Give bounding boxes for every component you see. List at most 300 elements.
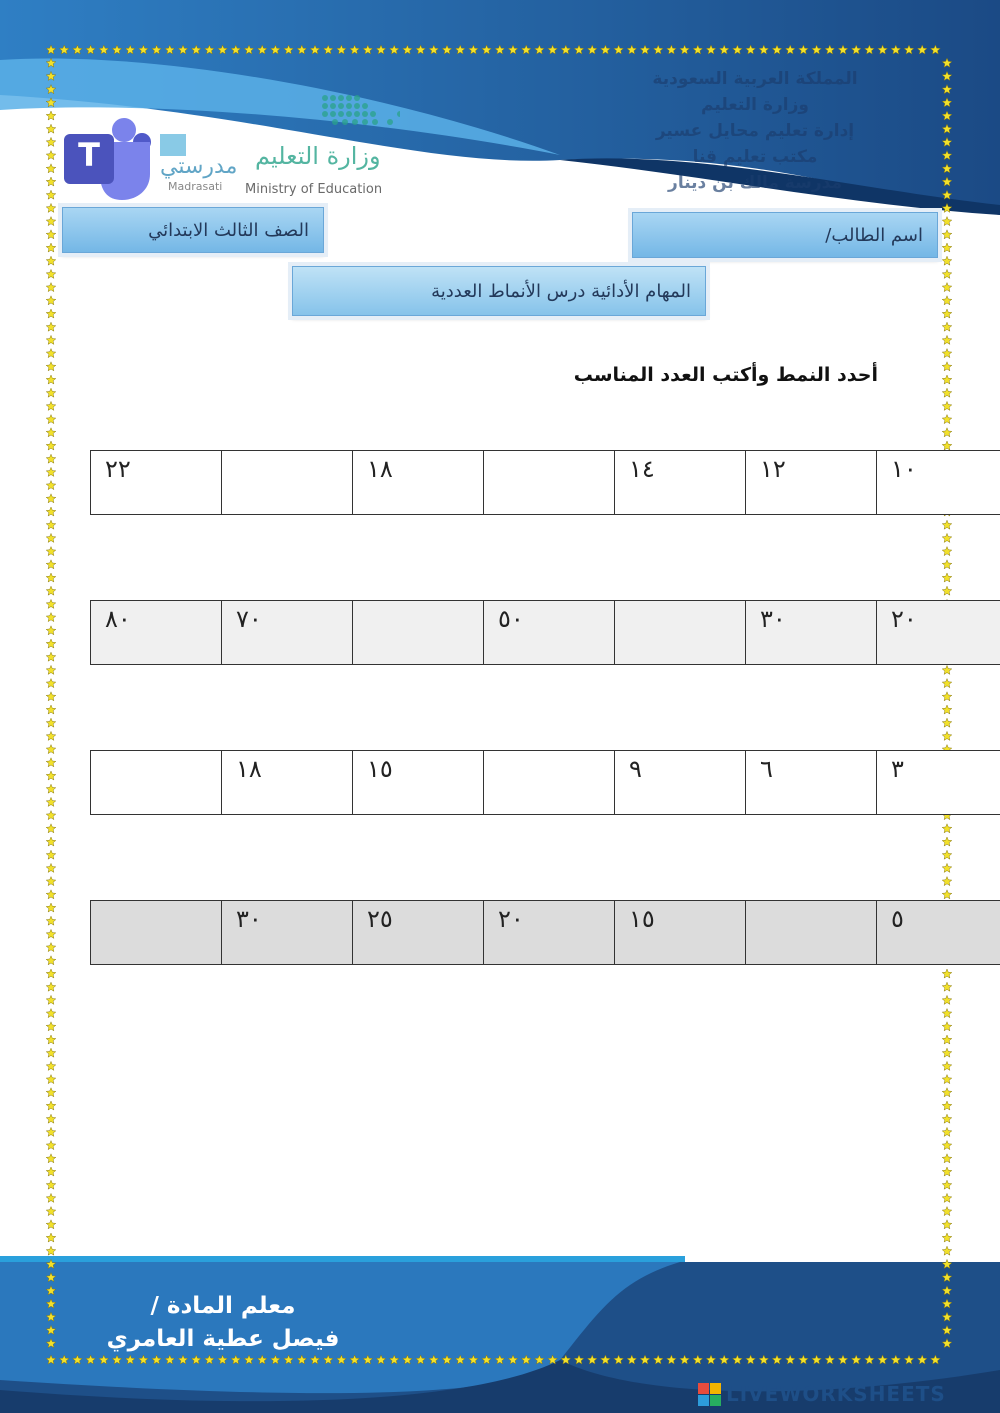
star-ornament [112, 1355, 122, 1364]
star-ornament [680, 45, 690, 54]
star-ornament [310, 45, 320, 54]
star-ornament [46, 58, 56, 67]
star-ornament [73, 1355, 83, 1364]
star-ornament [942, 98, 952, 107]
answer-cell[interactable] [353, 601, 484, 665]
star-ornament [942, 692, 952, 701]
star-ornament [297, 45, 307, 54]
star-ornament [942, 1193, 952, 1202]
star-ornament [942, 283, 952, 292]
star-ornament [46, 811, 56, 820]
star-ornament [442, 1355, 452, 1364]
teacher-signature [98, 1290, 348, 1356]
star-ornament [942, 428, 952, 437]
answer-cell[interactable] [222, 451, 353, 515]
star-ornament [942, 309, 952, 318]
answer-cell[interactable] [91, 901, 222, 965]
star-ornament [46, 824, 56, 833]
star-ornament [350, 1355, 360, 1364]
star-ornament [942, 1127, 952, 1136]
star-ornament [257, 45, 267, 54]
star-ornament [46, 1022, 56, 1031]
star-ornament [733, 1355, 743, 1364]
star-ornament [46, 1035, 56, 1044]
star-ornament [46, 1259, 56, 1268]
student-name-box[interactable] [632, 212, 938, 258]
star-ornament [891, 1355, 901, 1364]
star-ornament [561, 1355, 571, 1364]
star-ornament [46, 362, 56, 371]
star-ornament [942, 1022, 952, 1031]
star-ornament [680, 1355, 690, 1364]
star-ornament [46, 613, 56, 622]
star-ornament [46, 507, 56, 516]
pattern-cell: ١٨ [353, 451, 484, 515]
star-ornament [942, 982, 952, 991]
office-text: مكتب تعليم قنا [692, 147, 818, 167]
liveworksheets-logo [698, 1381, 998, 1409]
kingdom-text: المملكة العربية السعودية [652, 69, 858, 89]
star-ornament [614, 45, 624, 54]
star-ornament [46, 71, 56, 80]
star-ornament [548, 45, 558, 54]
star-ornament [376, 1355, 386, 1364]
pattern-cell: ٣ [877, 751, 1000, 815]
star-ornament [46, 692, 56, 701]
star-ornament [231, 1355, 241, 1364]
star-ornament [653, 1355, 663, 1364]
star-ornament [59, 45, 69, 54]
star-ornament [942, 824, 952, 833]
star-ornament [942, 1246, 952, 1255]
pattern-cell: ٣٠ [746, 601, 877, 665]
star-ornament [942, 1273, 952, 1282]
star-ornament [46, 1273, 56, 1282]
star-ornament [191, 1355, 201, 1364]
star-ornament [942, 164, 952, 173]
star-ornament [942, 705, 952, 714]
star-ornament [46, 98, 56, 107]
star-ornament [46, 533, 56, 542]
star-ornament [640, 45, 650, 54]
star-ornament [942, 1154, 952, 1163]
star-ornament [733, 45, 743, 54]
star-ornament [46, 837, 56, 846]
pattern-cell: ١٥ [353, 751, 484, 815]
star-ornament [46, 1009, 56, 1018]
star-ornament [653, 45, 663, 54]
pattern-cell: ٢٠ [877, 601, 1000, 665]
star-ornament [942, 1325, 952, 1334]
star-ornament [46, 1048, 56, 1057]
star-ornament [917, 45, 927, 54]
star-ornament [865, 45, 875, 54]
star-ornament [46, 283, 56, 292]
star-ornament [46, 1141, 56, 1150]
star-ornament [46, 784, 56, 793]
star-ornament [337, 45, 347, 54]
moe-english-text: Ministry of Education [245, 182, 383, 197]
answer-cell[interactable] [746, 901, 877, 965]
star-ornament [942, 217, 952, 226]
star-ornament [46, 335, 56, 344]
star-ornament [667, 1355, 677, 1364]
grade-box [62, 207, 324, 253]
madrasati-english-text: Madrasati [168, 180, 223, 193]
star-ornament [271, 1355, 281, 1364]
star-ornament [942, 441, 952, 450]
star-ornament [693, 1355, 703, 1364]
star-ornament [719, 45, 729, 54]
star-ornament [942, 1207, 952, 1216]
star-ornament [271, 45, 281, 54]
star-ornament [46, 1114, 56, 1123]
star-ornament [46, 388, 56, 397]
star-ornament [46, 1312, 56, 1321]
star-ornament [46, 177, 56, 186]
star-ornament [46, 256, 56, 265]
star-ornament [942, 1312, 952, 1321]
star-ornament [46, 547, 56, 556]
star-ornament [46, 137, 56, 146]
star-ornament [403, 1355, 413, 1364]
star-ornament [942, 1220, 952, 1229]
star-ornament [942, 401, 952, 410]
star-ornament [495, 45, 505, 54]
star-ornament [46, 969, 56, 978]
pattern-cell: ٥٠ [484, 601, 615, 665]
star-ornament [350, 45, 360, 54]
star-ornament [165, 1355, 175, 1364]
star-ornament [942, 362, 952, 371]
star-ornament [165, 45, 175, 54]
star-ornament [942, 731, 952, 740]
pattern-cell: ٩ [615, 751, 746, 815]
star-ornament [46, 903, 56, 912]
star-ornament [244, 45, 254, 54]
star-ornament [865, 1355, 875, 1364]
star-ornament [799, 45, 809, 54]
star-ornament [218, 1355, 228, 1364]
star-ornament [46, 797, 56, 806]
star-ornament [46, 929, 56, 938]
star-ornament [416, 1355, 426, 1364]
star-ornament [46, 45, 56, 54]
star-ornament [46, 1286, 56, 1295]
star-ornament [46, 1061, 56, 1070]
star-ornament [746, 1355, 756, 1364]
star-ornament [904, 45, 914, 54]
star-ornament [942, 718, 952, 727]
star-ornament [205, 45, 215, 54]
star-ornament [942, 1167, 952, 1176]
star-ornament [812, 45, 822, 54]
star-ornament [323, 45, 333, 54]
star-ornament [455, 45, 465, 54]
pattern-cell: ١٨ [222, 751, 353, 815]
star-ornament [46, 1127, 56, 1136]
star-ornament [942, 85, 952, 94]
star-ornament [851, 1355, 861, 1364]
star-ornament [231, 45, 241, 54]
star-ornament [46, 916, 56, 925]
star-ornament [942, 1259, 952, 1268]
star-ornament [942, 995, 952, 1004]
star-ornament [46, 679, 56, 688]
star-ornament [942, 850, 952, 859]
star-ornament [46, 415, 56, 424]
pattern-row-3 [90, 750, 1000, 815]
star-ornament [942, 1009, 952, 1018]
star-ornament [46, 467, 56, 476]
star-ornament [218, 45, 228, 54]
star-ornament [152, 1355, 162, 1364]
lesson-title: المهام الأدائية درس الأنماط العددية [431, 280, 691, 302]
pattern-cell: ٧٠ [222, 601, 353, 665]
star-ornament [46, 705, 56, 714]
star-ornament [942, 1180, 952, 1189]
star-ornament [257, 1355, 267, 1364]
star-ornament [942, 969, 952, 978]
answer-cell[interactable] [484, 451, 615, 515]
star-ornament [942, 322, 952, 331]
star-ornament [931, 1355, 941, 1364]
star-ornament [587, 1355, 597, 1364]
pattern-cell: ٦ [746, 751, 877, 815]
star-ornament [942, 124, 952, 133]
star-ornament [46, 599, 56, 608]
star-ornament [942, 375, 952, 384]
star-ornament [178, 45, 188, 54]
star-ornament [942, 349, 952, 358]
star-ornament [706, 1355, 716, 1364]
star-ornament [46, 1167, 56, 1176]
star-ornament [46, 428, 56, 437]
star-ornament [125, 1355, 135, 1364]
star-ornament [46, 890, 56, 899]
answer-cell[interactable] [484, 751, 615, 815]
star-ornament [772, 1355, 782, 1364]
star-ornament [46, 943, 56, 952]
star-ornament [46, 481, 56, 490]
answer-cell[interactable] [91, 751, 222, 815]
star-ornament [942, 269, 952, 278]
star-ornament [942, 837, 952, 846]
star-ornament [46, 1355, 56, 1364]
star-ornament [482, 1355, 492, 1364]
star-ornament [942, 1101, 952, 1110]
star-ornament [46, 956, 56, 965]
star-ornament [942, 665, 952, 674]
star-ornament [942, 177, 952, 186]
star-ornament [482, 45, 492, 54]
star-ornament [46, 1339, 56, 1348]
star-ornament [455, 1355, 465, 1364]
star-ornament [878, 45, 888, 54]
star-ornament [46, 401, 56, 410]
pattern-row-1 [90, 450, 1000, 515]
star-ornament [942, 679, 952, 688]
star-ornament [574, 1355, 584, 1364]
administration-text: إدارة تعليم محايل عسير [655, 121, 855, 141]
star-ornament [942, 230, 952, 239]
star-ornament [759, 1355, 769, 1364]
lesson-title-box [292, 266, 706, 316]
star-ornament [46, 441, 56, 450]
star-ornament [284, 1355, 294, 1364]
star-ornament [416, 45, 426, 54]
star-ornament [46, 1207, 56, 1216]
star-ornament [86, 45, 96, 54]
star-ornament [46, 850, 56, 859]
star-ornament [46, 573, 56, 582]
star-ornament [46, 863, 56, 872]
star-ornament [759, 45, 769, 54]
star-ornament [46, 1233, 56, 1242]
star-ornament [46, 349, 56, 358]
star-ornament [942, 586, 952, 595]
star-ornament [46, 1088, 56, 1097]
star-ornament [942, 151, 952, 160]
star-ornament [942, 137, 952, 146]
pattern-cell: ٣٠ [222, 901, 353, 965]
star-ornament [125, 45, 135, 54]
star-ornament [46, 1101, 56, 1110]
star-ornament [942, 1141, 952, 1150]
star-ornament [942, 190, 952, 199]
star-ornament [139, 45, 149, 54]
pattern-row-4 [90, 900, 1000, 965]
student-name-label: اسم الطالب/ [825, 224, 923, 246]
star-ornament [942, 1286, 952, 1295]
star-ornament [838, 1355, 848, 1364]
star-ornament [469, 45, 479, 54]
star-ornament [297, 1355, 307, 1364]
pattern-cell: ١٢ [746, 451, 877, 515]
star-ornament [614, 1355, 624, 1364]
star-ornament [112, 45, 122, 54]
star-ornament [403, 45, 413, 54]
star-ornament [495, 1355, 505, 1364]
star-ornament [942, 1299, 952, 1308]
star-ornament [521, 1355, 531, 1364]
star-ornament [46, 995, 56, 1004]
star-ornament [746, 45, 756, 54]
star-ornament [46, 375, 56, 384]
star-ornament [46, 718, 56, 727]
star-ornament [601, 45, 611, 54]
star-ornament [46, 322, 56, 331]
star-ornament [46, 877, 56, 886]
star-ornament [389, 45, 399, 54]
pattern-cell: ٢٠ [484, 901, 615, 965]
star-ornament [46, 269, 56, 278]
star-ornament [942, 560, 952, 569]
star-ornament [878, 1355, 888, 1364]
ministry-text: وزارة التعليم [701, 95, 809, 115]
star-ornament [693, 45, 703, 54]
star-ornament [627, 1355, 637, 1364]
star-ornament [942, 111, 952, 120]
star-ornament [931, 45, 941, 54]
star-ornament [942, 256, 952, 265]
star-ornament [46, 164, 56, 173]
pattern-cell: ١٠ [877, 451, 1000, 515]
star-ornament [337, 1355, 347, 1364]
star-ornament [205, 1355, 215, 1364]
star-ornament [942, 573, 952, 582]
star-ornament [942, 1088, 952, 1097]
star-ornament [429, 1355, 439, 1364]
star-ornament [46, 243, 56, 252]
star-ornament [46, 1193, 56, 1202]
star-ornament [139, 1355, 149, 1364]
star-ornament [917, 1355, 927, 1364]
star-ornament [942, 335, 952, 344]
pattern-cell: ١٥ [615, 901, 746, 965]
star-ornament [46, 111, 56, 120]
star-ornament [561, 45, 571, 54]
star-ornament [46, 982, 56, 991]
star-ornament [363, 45, 373, 54]
star-ornament [942, 1339, 952, 1348]
star-ornament [46, 639, 56, 648]
star-ornament [785, 1355, 795, 1364]
star-ornament [284, 45, 294, 54]
star-ornament [904, 1355, 914, 1364]
pattern-cell: ١٤ [615, 451, 746, 515]
star-ornament [46, 1246, 56, 1255]
answer-cell[interactable] [615, 601, 746, 665]
liveworksheets-text: LIVEWORKSHEETS [726, 1382, 946, 1406]
star-ornament [99, 1355, 109, 1364]
star-ornament [46, 1325, 56, 1334]
star-ornament [46, 771, 56, 780]
star-ornament [942, 1061, 952, 1070]
star-ornament [46, 309, 56, 318]
star-ornament [851, 45, 861, 54]
star-ornament [46, 1154, 56, 1163]
star-ornament [942, 890, 952, 899]
star-ornament [587, 45, 597, 54]
pattern-cell: ٨٠ [91, 601, 222, 665]
star-ornament [46, 758, 56, 767]
instruction-text: أحدد النمط وأكتب العدد المناسب [573, 364, 878, 386]
star-ornament [942, 520, 952, 529]
star-ornament [942, 1035, 952, 1044]
star-ornament [942, 863, 952, 872]
star-ornament [46, 124, 56, 133]
star-ornament [46, 665, 56, 674]
star-ornament [46, 85, 56, 94]
star-ornament [46, 652, 56, 661]
star-ornament [825, 1355, 835, 1364]
star-ornament [73, 45, 83, 54]
moe-logo [160, 92, 400, 202]
star-ornament [667, 45, 677, 54]
star-ornament [46, 1075, 56, 1084]
star-ornament [46, 296, 56, 305]
star-ornament [389, 1355, 399, 1364]
star-ornament [942, 1233, 952, 1242]
star-ornament [942, 1075, 952, 1084]
madrasati-arabic-text: مدرستي [160, 154, 238, 179]
star-ornament [46, 1180, 56, 1189]
star-ornament [191, 45, 201, 54]
star-ornament [46, 560, 56, 569]
star-ornament [838, 45, 848, 54]
star-ornament [799, 1355, 809, 1364]
